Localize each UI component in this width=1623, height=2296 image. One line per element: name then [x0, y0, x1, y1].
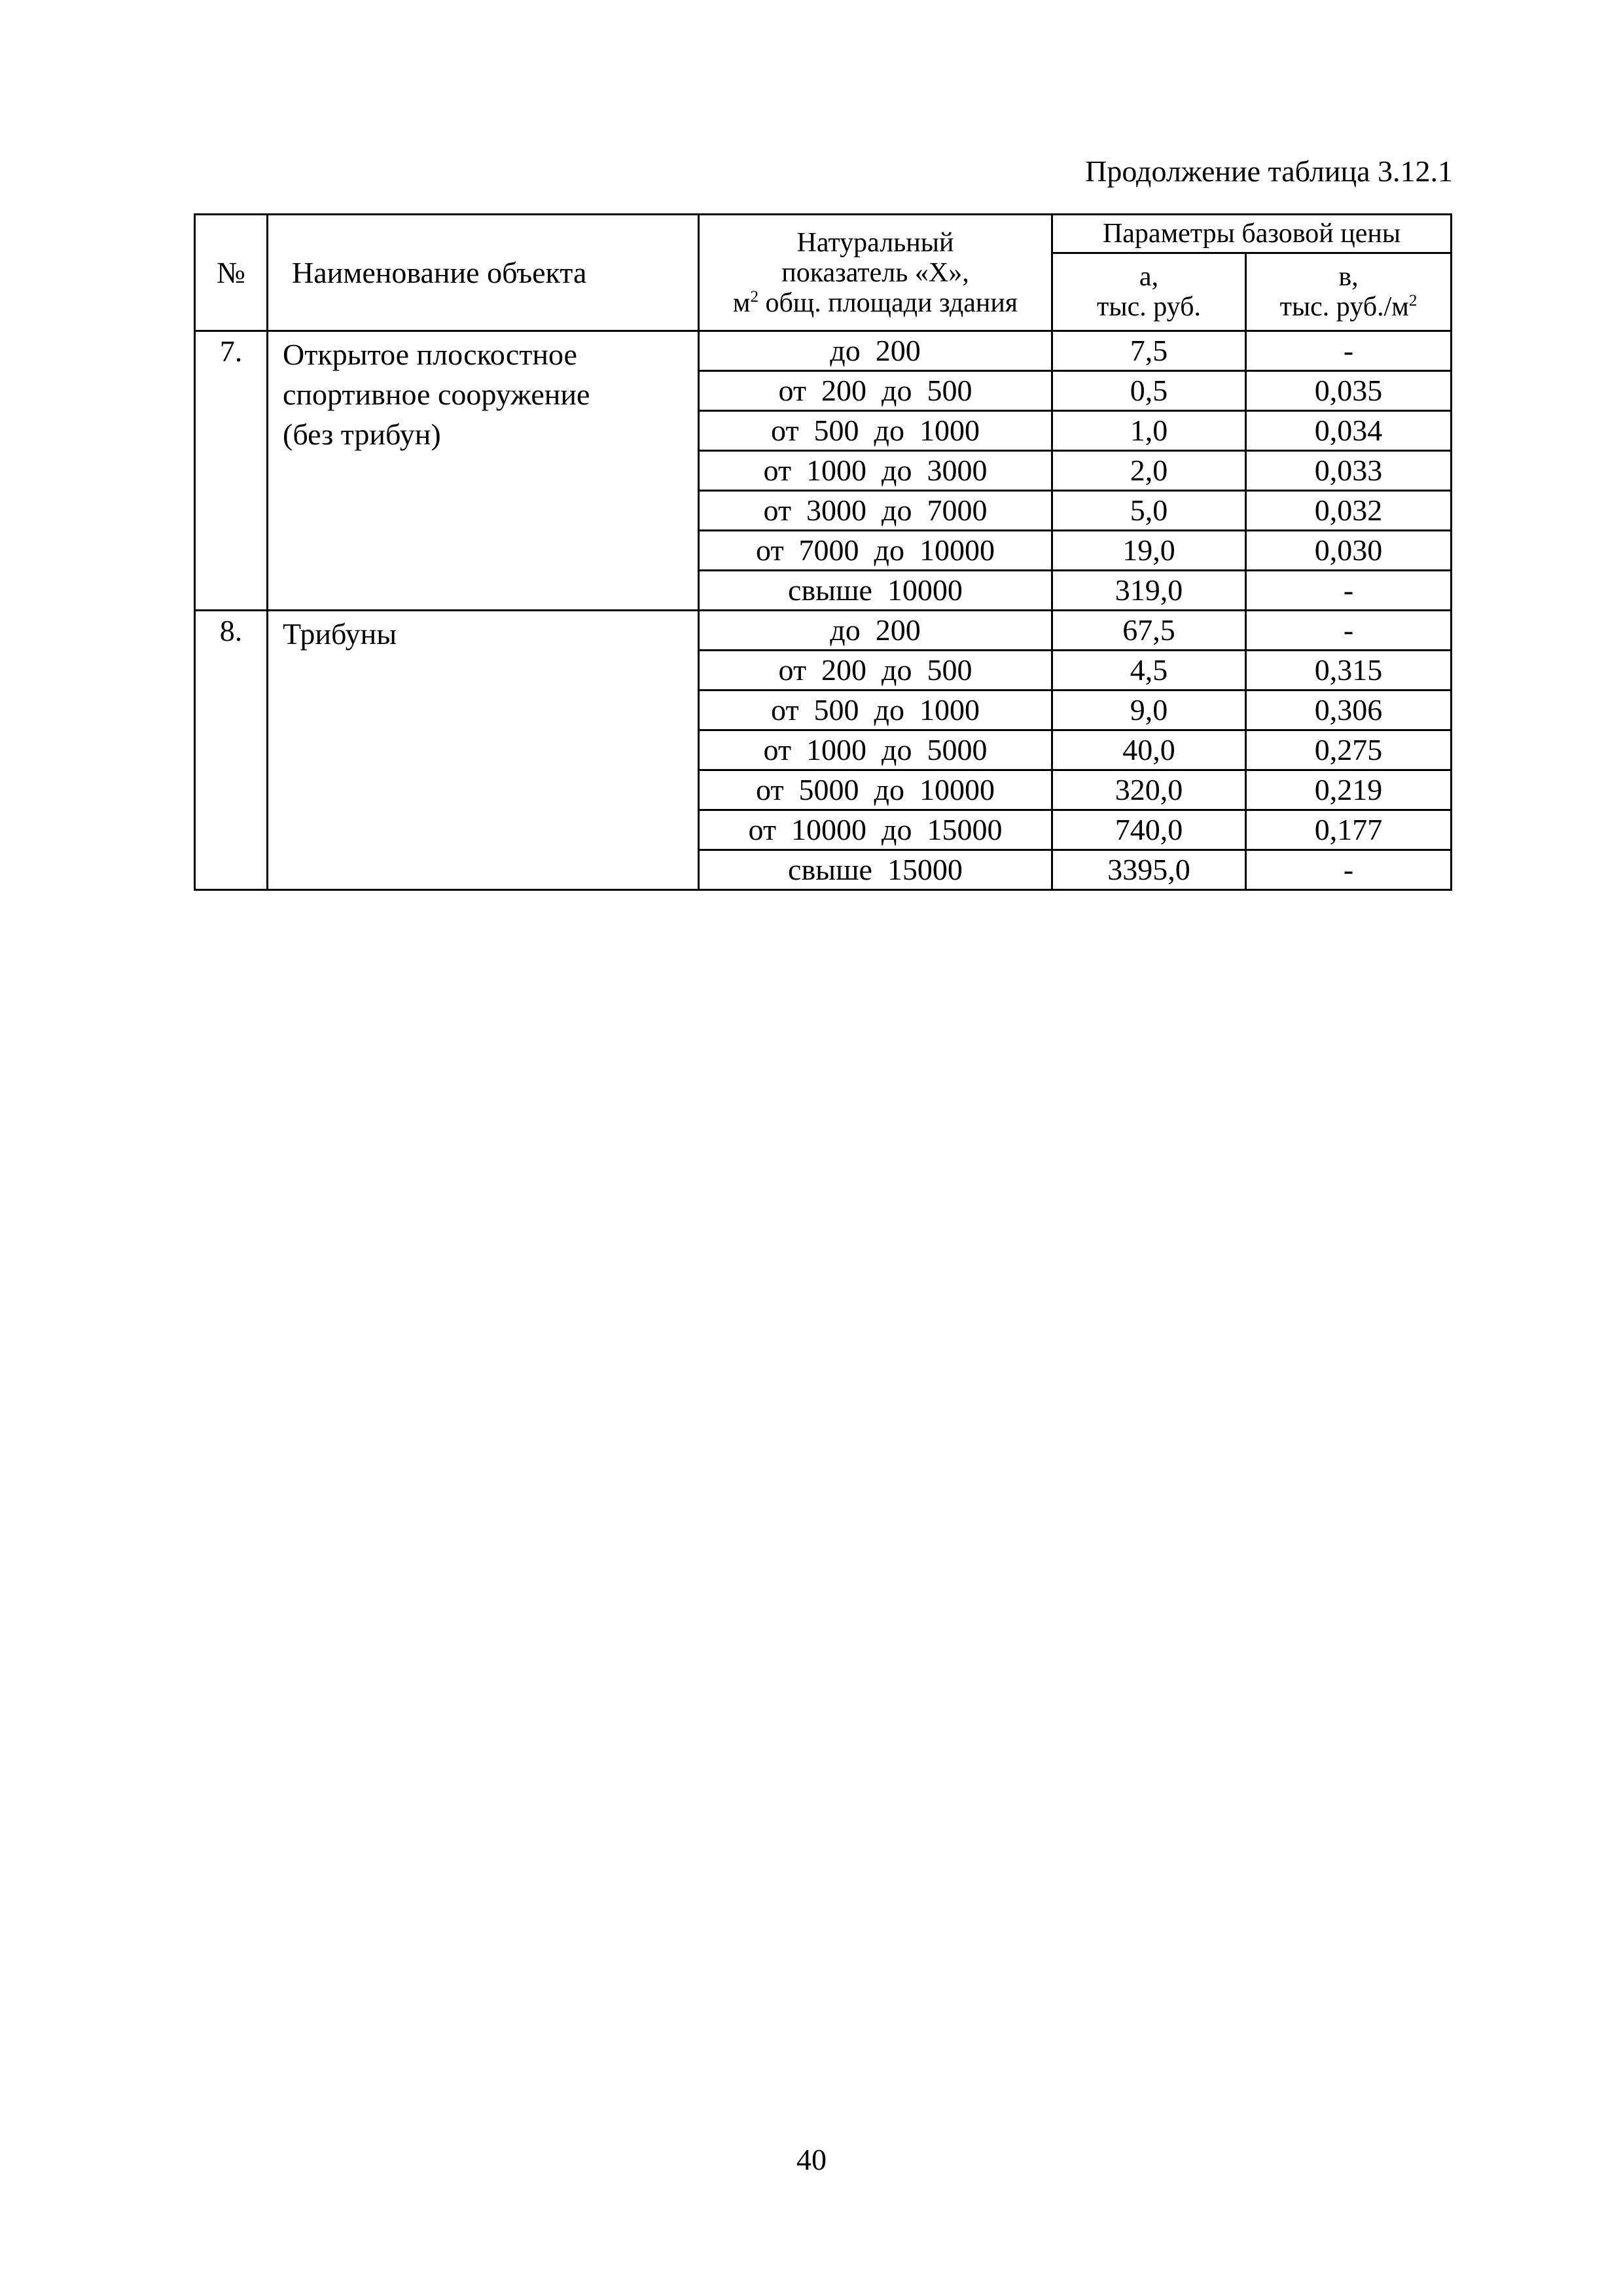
header-natural-line1: Натуральный	[796, 227, 954, 258]
object-name	[268, 611, 699, 890]
item-number: 8.	[195, 611, 268, 890]
range-cell: от 3000 до 7000	[699, 491, 1052, 531]
header-natural-indicator	[699, 215, 1052, 331]
price-table	[194, 213, 1452, 891]
param-b-cell: -	[1246, 850, 1452, 890]
param-a-cell: 3395,0	[1052, 850, 1246, 890]
range-cell: от 10000 до 15000	[699, 810, 1052, 850]
param-b-cell: -	[1246, 571, 1452, 611]
param-a-cell: 67,5	[1052, 611, 1246, 651]
range-cell: от 500 до 1000	[699, 411, 1052, 451]
param-b-cell: 0,306	[1246, 691, 1452, 730]
param-a-cell: 0,5	[1052, 371, 1246, 411]
object-name-line: Открытое плоскостное	[283, 338, 577, 371]
range-cell: от 5000 до 10000	[699, 770, 1052, 810]
param-a-cell: 319,0	[1052, 571, 1246, 611]
table-caption: Продолжение таблица 3.12.1	[1085, 154, 1453, 188]
page-number: 40	[796, 2143, 827, 2176]
param-a-cell: 1,0	[1052, 411, 1246, 451]
table-row	[195, 331, 1452, 371]
header-name: Наименование объекта	[268, 215, 699, 331]
object-name-line: (без трибун)	[283, 418, 441, 451]
param-b-cell: 0,032	[1246, 491, 1452, 531]
param-b-cell: 0,033	[1246, 451, 1452, 491]
header-b: в, тыс. $руб./м^2$	[1246, 253, 1452, 331]
header-natural-line3: $м^2$ общ. площади здания	[732, 287, 1018, 318]
param-a-cell: 19,0	[1052, 531, 1246, 571]
object-name-line: спортивное сооружение	[283, 378, 590, 411]
param-a-cell: 7,5	[1052, 331, 1246, 371]
object-name	[268, 331, 699, 611]
header-natural-line2: показатель «Х»,	[781, 257, 969, 288]
range-cell: свыше 10000	[699, 571, 1052, 611]
param-b-cell: 0,315	[1246, 651, 1452, 691]
range-cell: свыше 15000	[699, 850, 1052, 890]
header-a: а, тыс. руб.	[1052, 253, 1246, 331]
item-number: 7.	[195, 331, 268, 611]
range-cell: до 200	[699, 331, 1052, 371]
param-b-cell: 0,275	[1246, 730, 1452, 770]
header-num: №	[195, 215, 268, 331]
param-a-cell: 5,0	[1052, 491, 1246, 531]
param-b-cell: 0,030	[1246, 531, 1452, 571]
range-cell: от 200 до 500	[699, 371, 1052, 411]
param-b-cell: 0,035	[1246, 371, 1452, 411]
range-cell: от 200 до 500	[699, 651, 1052, 691]
param-b-cell: 0,177	[1246, 810, 1452, 850]
param-b-cell: -	[1246, 611, 1452, 651]
param-a-cell: 740,0	[1052, 810, 1246, 850]
range-cell: от 7000 до 10000	[699, 531, 1052, 571]
param-a-cell: 320,0	[1052, 770, 1246, 810]
range-cell: до 200	[699, 611, 1052, 651]
param-b-cell: 0,034	[1246, 411, 1452, 451]
range-cell: от 500 до 1000	[699, 691, 1052, 730]
param-b-cell: 0,219	[1246, 770, 1452, 810]
param-b-cell: -	[1246, 331, 1452, 371]
param-a-cell: 4,5	[1052, 651, 1246, 691]
range-cell: от 1000 до 3000	[699, 451, 1052, 491]
range-cell: от 1000 до 5000	[699, 730, 1052, 770]
param-a-cell: 2,0	[1052, 451, 1246, 491]
param-a-cell: 40,0	[1052, 730, 1246, 770]
object-name-line: Трибуны	[283, 617, 397, 651]
param-a-cell: 9,0	[1052, 691, 1246, 730]
table-row	[195, 611, 1452, 651]
header-params: Параметры базовой цены	[1052, 215, 1452, 253]
